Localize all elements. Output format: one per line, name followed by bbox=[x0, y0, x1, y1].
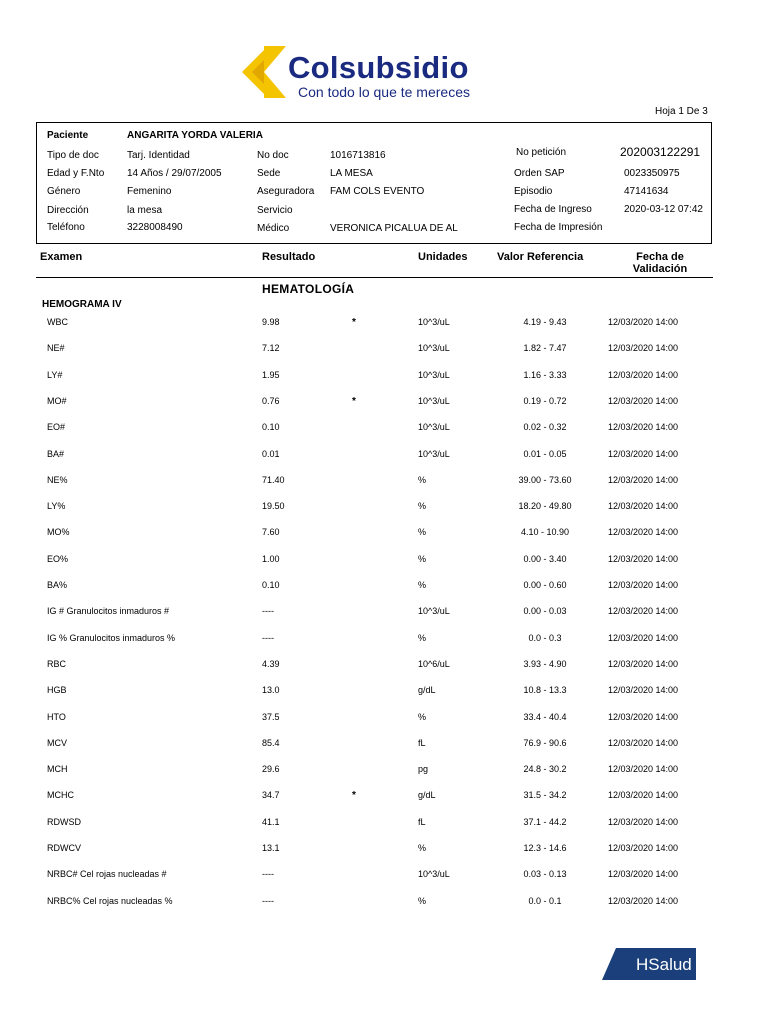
table-row bbox=[0, 896, 768, 910]
print-date-label: Fecha de Impresión bbox=[514, 222, 603, 233]
reference-range: 24.8 - 30.2 bbox=[523, 764, 567, 775]
section-title: HEMATOLOGÍA bbox=[262, 282, 355, 296]
table-row bbox=[0, 370, 768, 384]
validation-date: 12/03/2020 14:00 bbox=[608, 369, 679, 380]
insurer-label: Aseguradora bbox=[257, 186, 315, 197]
sap-order: 0023350975 bbox=[624, 168, 680, 179]
col-header-exam: Examen bbox=[40, 251, 83, 263]
unit: 10^3/uL bbox=[418, 422, 450, 433]
unit: % bbox=[418, 843, 427, 853]
insurer: FAM COLS EVENTO bbox=[330, 186, 425, 197]
exam-name: MCH bbox=[47, 764, 68, 775]
exam-name: LY# bbox=[47, 369, 63, 380]
abnormal-flag: * bbox=[352, 790, 356, 802]
table-row bbox=[0, 422, 768, 436]
exam-name: WBC bbox=[47, 317, 68, 327]
col-header-validation-date bbox=[620, 251, 700, 275]
unit: % bbox=[418, 527, 427, 538]
table-row bbox=[0, 764, 768, 778]
result-value: 71.40 bbox=[262, 474, 285, 485]
exam-name: BA% bbox=[47, 580, 68, 590]
col-header-reference: Valor Referencia bbox=[497, 251, 584, 263]
brand-name: Colsubsidio bbox=[288, 50, 469, 85]
reference-range: 0.03 - 0.13 bbox=[523, 869, 567, 880]
table-row bbox=[0, 396, 768, 410]
exam-name: RBC bbox=[47, 658, 67, 669]
reference-range: 76.9 - 90.6 bbox=[523, 737, 567, 748]
doc-number: 1016713816 bbox=[330, 150, 386, 161]
result-value: 7.60 bbox=[262, 527, 280, 538]
result-value: 85.4 bbox=[262, 737, 280, 748]
age-birthdate: 14 Años / 29/07/2005 bbox=[127, 168, 222, 179]
abnormal-flag: * bbox=[352, 395, 356, 407]
hsalud-text: HSalud bbox=[636, 955, 692, 974]
age-label: Edad y F.Nto bbox=[47, 168, 105, 179]
table-row bbox=[0, 317, 768, 331]
result-value: ---- bbox=[262, 632, 274, 643]
doctor-label: Médico bbox=[257, 223, 290, 234]
table-row bbox=[0, 738, 768, 752]
result-value: 37.5 bbox=[262, 711, 280, 722]
exam-name: MO% bbox=[47, 527, 70, 538]
reference-range: 12.3 - 14.6 bbox=[523, 843, 567, 853]
result-value: ---- bbox=[262, 869, 274, 880]
result-value: 1.00 bbox=[262, 553, 280, 564]
address: la mesa bbox=[127, 205, 163, 216]
validation-date: 12/03/2020 14:00 bbox=[608, 737, 679, 748]
exam-name: HTO bbox=[47, 711, 66, 722]
exam-name: NE% bbox=[47, 474, 68, 485]
unit: g/dL bbox=[418, 790, 436, 801]
exam-name: IG # Granulocitos inmaduros # bbox=[47, 606, 170, 617]
admission-date-label: Fecha de Ingreso bbox=[514, 204, 592, 215]
col-header-units: Unidades bbox=[418, 251, 468, 263]
validation-date: 12/03/2020 14:00 bbox=[608, 501, 679, 512]
table-row bbox=[0, 606, 768, 620]
unit: 10^3/uL bbox=[418, 317, 450, 327]
unit: 10^3/uL bbox=[418, 343, 450, 354]
exam-name: MCV bbox=[47, 737, 67, 748]
reference-range: 1.82 - 7.47 bbox=[523, 343, 567, 354]
exam-name: BA# bbox=[47, 448, 65, 459]
validation-date: 12/03/2020 14:00 bbox=[608, 606, 679, 617]
site: LA MESA bbox=[330, 168, 373, 179]
col-header-result: Resultado bbox=[262, 251, 316, 263]
result-value: 41.1 bbox=[262, 816, 280, 827]
reference-range: 31.5 - 34.2 bbox=[523, 790, 567, 801]
service-label: Servicio bbox=[257, 205, 293, 216]
validation-date: 12/03/2020 14:00 bbox=[608, 527, 679, 538]
patient-label: Paciente bbox=[47, 130, 89, 141]
reference-range: 18.20 - 49.80 bbox=[518, 501, 572, 512]
unit: % bbox=[418, 553, 427, 564]
patient-name: ANGARITA YORDA VALERIA bbox=[127, 130, 263, 141]
validation-date: 12/03/2020 14:00 bbox=[608, 448, 679, 459]
validation-date: 12/03/2020 14:00 bbox=[608, 658, 679, 669]
abnormal-flag: * bbox=[352, 317, 356, 328]
request-number-label: No petición bbox=[516, 147, 567, 158]
table-row bbox=[0, 685, 768, 699]
colsubsidio-emblem-icon bbox=[238, 42, 294, 102]
validation-date: 12/03/2020 14:00 bbox=[608, 422, 679, 433]
unit: % bbox=[418, 895, 427, 906]
unit: % bbox=[418, 501, 427, 512]
result-value: ---- bbox=[262, 606, 274, 617]
unit: % bbox=[418, 580, 427, 590]
validation-date: 12/03/2020 14:00 bbox=[608, 343, 679, 354]
validation-date: 12/03/2020 14:00 bbox=[608, 580, 679, 590]
reference-range: 0.01 - 0.05 bbox=[523, 448, 567, 459]
result-value: 29.6 bbox=[262, 764, 280, 775]
reference-range: 39.00 - 73.60 bbox=[518, 474, 572, 485]
reference-range: 4.10 - 10.90 bbox=[520, 527, 570, 538]
result-value: 7.12 bbox=[262, 343, 280, 354]
table-row bbox=[0, 501, 768, 515]
unit: 10^3/uL bbox=[418, 448, 450, 459]
group-title: HEMOGRAMA IV bbox=[42, 299, 122, 310]
brand-tagline: Con todo lo que te mereces bbox=[298, 84, 470, 100]
unit: % bbox=[418, 632, 427, 643]
reference-range: 0.02 - 0.32 bbox=[523, 422, 567, 433]
doc-number-label: No doc bbox=[257, 150, 289, 161]
result-value: 9.98 bbox=[262, 317, 280, 327]
reference-range: 0.0 - 0.3 bbox=[528, 632, 562, 643]
validation-date: 12/03/2020 14:00 bbox=[608, 764, 679, 775]
admission-date: 2020-03-12 07:42 bbox=[624, 204, 703, 215]
result-value: 1.95 bbox=[262, 369, 280, 380]
sap-order-label: Orden SAP bbox=[514, 168, 565, 179]
unit: 10^3/uL bbox=[418, 606, 450, 617]
validation-date: 12/03/2020 14:00 bbox=[608, 843, 679, 853]
reference-range: 0.0 - 0.1 bbox=[528, 895, 562, 906]
reference-range: 37.1 - 44.2 bbox=[523, 816, 567, 827]
table-row bbox=[0, 580, 768, 594]
exam-name: IG % Granulocitos inmaduros % bbox=[47, 632, 176, 643]
validation-date: 12/03/2020 14:00 bbox=[608, 317, 679, 327]
hsalud-logo bbox=[602, 948, 696, 980]
result-value: 0.76 bbox=[262, 395, 280, 406]
exam-name: RDWSD bbox=[47, 816, 81, 827]
result-value: 13.1 bbox=[262, 843, 280, 853]
reference-range: 1.16 - 3.33 bbox=[523, 369, 567, 380]
result-value: 13.0 bbox=[262, 685, 280, 696]
doctor: VERONICA PICALUA DE AL bbox=[330, 223, 458, 234]
reference-range: 0.00 - 0.03 bbox=[523, 606, 567, 617]
exam-name: NRBC# Cel rojas nucleadas # bbox=[47, 869, 167, 880]
site-label: Sede bbox=[257, 168, 281, 179]
unit: % bbox=[418, 474, 427, 485]
phone: 3228008490 bbox=[127, 222, 183, 233]
unit: 10^6/uL bbox=[418, 658, 450, 669]
unit: 10^3/uL bbox=[418, 369, 450, 380]
unit: fL bbox=[418, 816, 426, 827]
exam-name: MCHC bbox=[47, 790, 74, 801]
gender-label: Género bbox=[47, 186, 81, 197]
table-row bbox=[0, 633, 768, 647]
result-value: 0.10 bbox=[262, 580, 280, 590]
reference-range: 33.4 - 40.4 bbox=[523, 711, 567, 722]
exam-name: HGB bbox=[47, 685, 67, 696]
result-value: 0.10 bbox=[262, 422, 280, 433]
unit: 10^3/uL bbox=[418, 395, 450, 406]
exam-name: EO# bbox=[47, 422, 66, 433]
exam-name: LY% bbox=[47, 501, 66, 512]
table-row bbox=[0, 869, 768, 883]
validation-date: 12/03/2020 14:00 bbox=[608, 790, 679, 801]
page-number: Hoja 1 De 3 bbox=[655, 106, 708, 117]
unit: % bbox=[418, 711, 427, 722]
episode-label: Episodio bbox=[514, 186, 553, 197]
validation-date: 12/03/2020 14:00 bbox=[608, 553, 679, 564]
table-row bbox=[0, 817, 768, 831]
result-value: 4.39 bbox=[262, 658, 280, 669]
table-row bbox=[0, 449, 768, 463]
doc-type-label: Tipo de doc bbox=[47, 150, 99, 161]
validation-date: 12/03/2020 14:00 bbox=[608, 395, 679, 406]
header-divider bbox=[36, 277, 713, 278]
address-label: Dirección bbox=[47, 205, 89, 216]
table-row bbox=[0, 659, 768, 673]
validation-date: 12/03/2020 14:00 bbox=[608, 816, 679, 827]
validation-date: 12/03/2020 14:00 bbox=[608, 474, 679, 485]
unit: g/dL bbox=[418, 685, 436, 696]
validation-date: 12/03/2020 14:00 bbox=[608, 895, 679, 906]
col-header-validation-date-line1: Fecha de bbox=[636, 251, 684, 263]
phone-label: Teléfono bbox=[47, 222, 85, 233]
reference-range: 0.00 - 0.60 bbox=[523, 580, 567, 590]
exam-name: RDWCV bbox=[47, 843, 81, 853]
reference-range: 3.93 - 4.90 bbox=[523, 658, 567, 669]
table-row bbox=[0, 843, 768, 857]
exam-name: NE# bbox=[47, 343, 65, 354]
validation-date: 12/03/2020 14:00 bbox=[608, 685, 679, 696]
reference-range: 0.00 - 3.40 bbox=[523, 553, 567, 564]
unit: pg bbox=[418, 764, 429, 775]
reference-range: 4.19 - 9.43 bbox=[523, 317, 567, 327]
result-value: ---- bbox=[262, 895, 274, 906]
unit: 10^3/uL bbox=[418, 869, 450, 880]
episode: 47141634 bbox=[624, 186, 669, 197]
table-row bbox=[0, 554, 768, 568]
exam-name: MO# bbox=[47, 395, 67, 406]
gender: Femenino bbox=[127, 186, 172, 197]
table-row bbox=[0, 712, 768, 726]
unit: fL bbox=[418, 737, 426, 748]
col-header-validation-date-line2: Validación bbox=[632, 263, 688, 275]
table-row bbox=[0, 343, 768, 357]
reference-range: 10.8 - 13.3 bbox=[523, 685, 567, 696]
table-row bbox=[0, 475, 768, 489]
validation-date: 12/03/2020 14:00 bbox=[608, 869, 679, 880]
result-value: 19.50 bbox=[262, 501, 285, 512]
table-row bbox=[0, 527, 768, 541]
result-value: 34.7 bbox=[262, 790, 280, 801]
reference-range: 0.19 - 0.72 bbox=[523, 395, 567, 406]
validation-date: 12/03/2020 14:00 bbox=[608, 632, 679, 643]
exam-name: EO% bbox=[47, 553, 69, 564]
request-number: 202003122291 bbox=[620, 145, 701, 159]
doc-type: Tarj. Identidad bbox=[127, 150, 190, 161]
validation-date: 12/03/2020 14:00 bbox=[608, 711, 679, 722]
table-row bbox=[0, 790, 768, 804]
exam-name: NRBC% Cel rojas nucleadas % bbox=[47, 895, 173, 906]
result-value: 0.01 bbox=[262, 448, 280, 459]
